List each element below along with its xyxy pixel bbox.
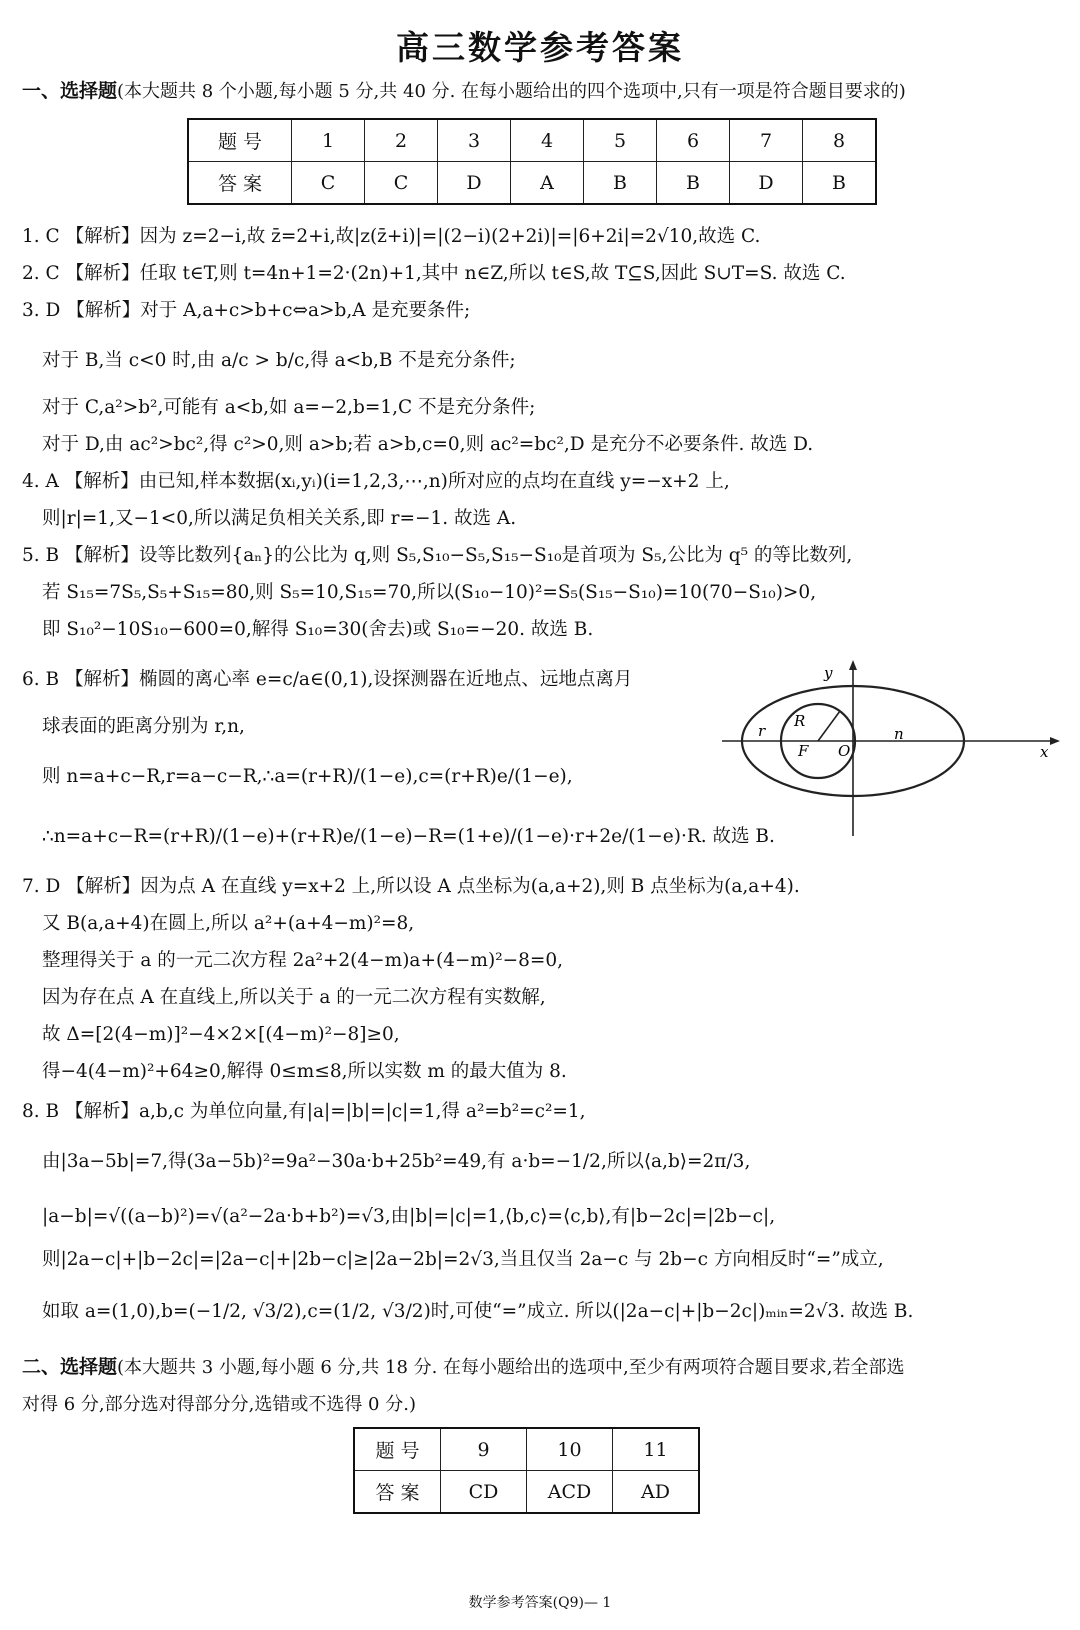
table-cell: 2 xyxy=(365,119,438,162)
R-label: R xyxy=(794,712,806,730)
x-axis-arrow xyxy=(1050,737,1060,745)
solution-line: 则 n=a+c−R,r=a−c−R,∴a=(r+R)/(1−e),c=(r+R)e/(1−e), xyxy=(42,766,573,787)
table-cell: 9 xyxy=(441,1428,527,1471)
solution-line: 若 S₁₅=7S₅,S₅+S₁₅=80,则 S₅=10,S₁₅=70,所以(S₁₀−10)²=S₅(S₁₅−S₁₀)=10(70−S₁₀)>0, xyxy=(42,582,817,603)
solution-line: 则|2a−c|+|b−2c|=|2a−c|+|2b−c|≥|2a−2b|=2√3,当且仅当 2a−c 与 2b−c 方向相反时“=”成立, xyxy=(42,1249,884,1270)
solution-line: 对于 B,当 c<0 时,由 a/c > b/c,得 a<b,B 不是充分条件; xyxy=(42,350,516,371)
page-title: 高三数学参考答案 xyxy=(396,28,684,67)
solution-line: 则|r|=1,又−1<0,所以满足负相关关系,即 r=−1. 故选 A. xyxy=(42,508,517,529)
solution-line: |a−b|=√((a−b)²)=√(a²−2a·b+b²)=√3,由|b|=|c|=1,⟨b,c⟩=⟨c,b⟩,有|b−2c|=|2b−c|, xyxy=(42,1206,776,1227)
r-label: r xyxy=(758,722,766,740)
table-cell: 7 xyxy=(730,119,803,162)
table-cell: C xyxy=(365,162,438,205)
solution-line: 如取 a=(1,0),b=(−1/2, √3/2),c=(1/2, √3/2)时,可使“=”成立. 所以(|2a−c|+|b−2c|)ₘᵢₙ=2√3. 故选 B. xyxy=(42,1301,914,1322)
radius-line xyxy=(818,711,840,741)
table-row xyxy=(354,1471,699,1514)
ellipse-diagram xyxy=(722,660,1060,840)
table-cell: B xyxy=(803,162,877,205)
solution-line: 2. C 【解析】任取 t∈T,则 t=4n+1=2·(2n)+1,其中 n∈Z,所以 t∈S,故 T⊆S,因此 S∪T=S. 故选 C. xyxy=(22,263,846,284)
solution-line: 8. B 【解析】a,b,c 为单位向量,有|a|=|b|=|c|=1,得 a²=b²=c²=1, xyxy=(22,1101,586,1122)
table-cell: 6 xyxy=(657,119,730,162)
answer-table-2 xyxy=(353,1427,700,1514)
y-axis-label: y xyxy=(824,664,833,682)
answer-table-1 xyxy=(187,118,877,205)
F-label: F xyxy=(798,742,809,760)
table-cell: 8 xyxy=(803,119,877,162)
table-cell: B xyxy=(657,162,730,205)
table-cell: CD xyxy=(441,1471,527,1514)
solution-line: 5. B 【解析】设等比数列{aₙ}的公比为 q,则 S₅,S₁₀−S₅,S₁₅−S₁₀是首项为 S₅,公比为 q⁵ 的等比数列, xyxy=(22,545,853,566)
solution-line: 对于 C,a²>b²,可能有 a<b,如 a=−2,b=1,C 不是充分条件; xyxy=(42,397,536,418)
table-row xyxy=(188,119,876,162)
solution-line: 7. D 【解析】因为点 A 在直线 y=x+2 上,所以设 A 点坐标为(a,a+2),则 B 点坐标为(a,a+4). xyxy=(22,876,800,897)
table-cell: A xyxy=(511,162,584,205)
solution-line: 因为存在点 A 在直线上,所以关于 a 的一元二次方程有实数解, xyxy=(42,987,546,1008)
x-axis-label: x xyxy=(1040,743,1049,761)
solution-line: 3. D 【解析】对于 A,a+c>b+c⇔a>b,A 是充要条件; xyxy=(22,300,471,321)
solution-line: 又 B(a,a+4)在圆上,所以 a²+(a+4−m)²=8, xyxy=(42,913,415,934)
solution-line: 由|3a−5b|=7,得(3a−5b)²=9a²−30a·b+25b²=49,有 a·b=−1/2,所以⟨a,b⟩=2π/3, xyxy=(42,1151,751,1172)
solution-line: 4. A 【解析】由已知,样本数据(xᵢ,yᵢ)(i=1,2,3,⋯,n)所对应的点均在直线 y=−x+2 上, xyxy=(22,471,730,492)
solution-line: 1. C 【解析】因为 z=2−i,故 z̄=2+i,故|z(z̄+i)|=|(2−i)(2+2i)|=|6+2i|=2√10,故选 C. xyxy=(22,226,761,247)
table-cell: C xyxy=(292,162,365,205)
solution-line: ∴n=a+c−R=(r+R)/(1−e)+(r+R)e/(1−e)−R=(1+e)/(1−e)·r+2e/(1−e)·R. 故选 B. xyxy=(42,826,775,847)
table-cell: ACD xyxy=(527,1471,613,1514)
table-row xyxy=(188,162,876,205)
table-cell: 10 xyxy=(527,1428,613,1471)
y-axis-arrow xyxy=(849,660,857,670)
table-cell: B xyxy=(584,162,657,205)
solution-line: 即 S₁₀²−10S₁₀−600=0,解得 S₁₀=30(舍去)或 S₁₀=−20. 故选 B. xyxy=(42,619,594,640)
page-footer: 数学参考答案(Q9)— 1 xyxy=(468,1595,612,1611)
table-cell: 3 xyxy=(438,119,511,162)
solution-line: 对于 D,由 ac²>bc²,得 c²>0,则 a>b;若 a>b,c=0,则 ac²=bc²,D 是充分不必要条件. 故选 D. xyxy=(42,434,814,455)
section2-desc-line2: 对得 6 分,部分选对得部分分,选错或不选得 0 分.) xyxy=(22,1394,416,1415)
section1-header xyxy=(22,73,906,110)
section1-desc: (本大题共 8 个小题,每小题 5 分,共 40 分. 在每小题给出的四个选项中,只有一项是符合题目要求的) xyxy=(117,81,906,102)
table-cell: 答 案 xyxy=(354,1471,441,1514)
solution-line: 球表面的距离分别为 r,n, xyxy=(42,716,245,737)
table-cell: 4 xyxy=(511,119,584,162)
table-cell: AD xyxy=(613,1471,700,1514)
section2-heading: 二、选择题 xyxy=(22,1356,118,1378)
solution-line: 故 Δ=[2(4−m)]²−4×2×[(4−m)²−8]≥0, xyxy=(42,1024,400,1045)
table-cell: 11 xyxy=(613,1428,700,1471)
solution-line: 6. B 【解析】椭圆的离心率 e=c/a∈(0,1),设探测器在近地点、远地点离月 xyxy=(22,669,633,690)
table-cell: 1 xyxy=(292,119,365,162)
section2-desc: (本大题共 3 小题,每小题 6 分,共 18 分. 在每小题给出的选项中,至少有两项符合题目要求,若全部选 xyxy=(117,1357,905,1378)
table-cell: D xyxy=(730,162,803,205)
table-cell: D xyxy=(438,162,511,205)
table-cell: 答 案 xyxy=(188,162,292,205)
solution-line: 得−4(4−m)²+64≥0,解得 0≤m≤8,所以实数 m 的最大值为 8. xyxy=(42,1061,567,1082)
table-cell: 5 xyxy=(584,119,657,162)
section1-heading: 一、选择题 xyxy=(22,80,118,102)
origin-label: O xyxy=(838,742,851,760)
solution-line: 整理得关于 a 的一元二次方程 2a²+2(4−m)a+(4−m)²−8=0, xyxy=(42,950,564,971)
table-cell: 题 号 xyxy=(354,1428,441,1471)
section2-header xyxy=(22,1349,905,1386)
table-row xyxy=(354,1428,699,1471)
table-cell: 题 号 xyxy=(188,119,292,162)
n-label: n xyxy=(894,725,904,743)
